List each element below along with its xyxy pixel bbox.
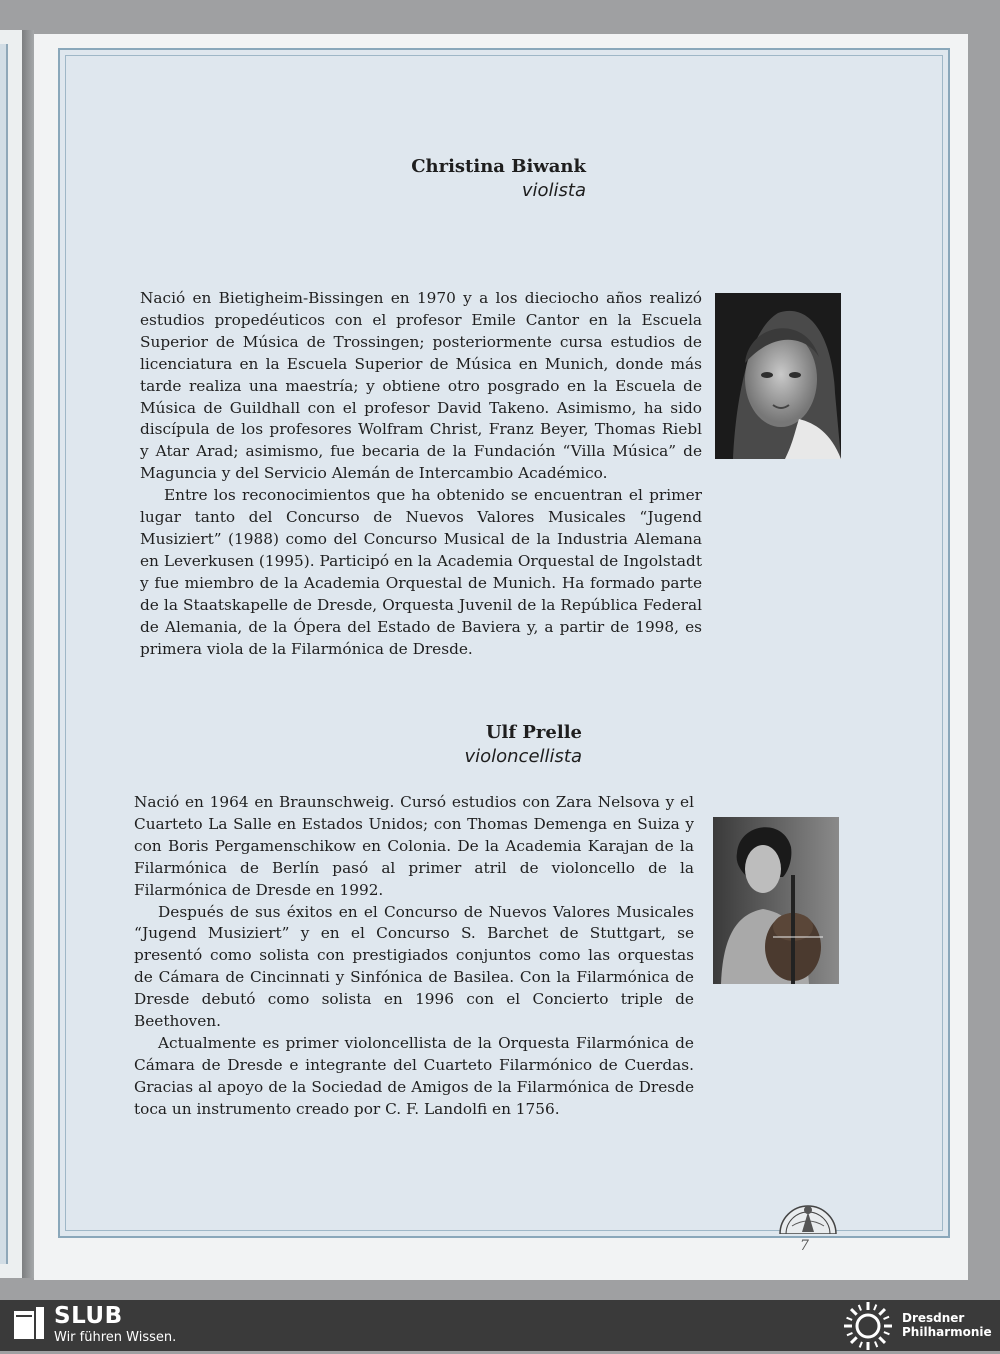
dresdner-philharmonie-logo-icon — [842, 1302, 894, 1354]
bio-paragraph: Nació en Bietigheim-Bissingen en 1970 y a los dieciocho años realizó estudios propedéuticos con el profesor Emile Cantor en la Escuela Superior de Música de Trossingen; posteriormente cursa estudios de licenciatura en la Escuela Superior de Música en Munich, donde más tarde realiza una maestría; y obtiene otro posgrado en la Escuela de Música de Guildhall con el profesor David Takeno. Asimismo, ha sido discípula de los profesores Wolfram Christ, Franz Beyer, Thomas Riebl y Atar Arad; asimismo, fue becaria de la Fundación “Villa Música” de Maguncia y del Servicio Alemán de Intercambio Académico. — [140, 289, 702, 483]
artist-name-biwank: Christina Biwank — [411, 156, 586, 177]
library-name: SLUB — [54, 1303, 123, 1329]
bio-paragraph: Después de sus éxitos en el Concurso de Nuevos Valores Musicales “Jugend Musiziert” y en el Concurso S. Barchet de Stuttgart, se presentó como solista con prestigiados conjuntos como las orquestas de Cámara de Cincinnati y Sinfónica de Basilea. Con la Filarmónica de Dresde debutó como solista en 1996 con el Concierto triple de Beethoven. — [134, 902, 694, 1031]
slub-logo-icon — [14, 1307, 44, 1345]
footer-bar — [0, 1300, 1000, 1351]
portrait-photo-biwank — [715, 293, 841, 459]
left-page-edge — [0, 30, 23, 1278]
bio-paragraph: Actualmente es primer violoncellista de la Orquesta Filarmónica de Cámara de Dresde e integrante del Cuarteto Filarmónico de Cuerdas. Gracias al apoyo de la Sociedad de Amigos de la Filarmónica de Dresde toca un instrumento creado por C. F. Landolfi en 1756. — [134, 1033, 694, 1118]
seal-emblem-icon — [778, 1192, 838, 1238]
bio-paragraph: Entre los reconocimientos que ha obtenido se encuentran el primer lugar tanto del Concurso de Nuevos Valores Musicales “Jugend Musiziert” (1988) como del Concurso Musical de la Industria Alemana en Leverkusen (1995). Participó en la Academia Orquestal de Ingolstadt y fue miembro de la Academia Orquestal de Munich. Ha formado parte de la Staatskapelle de Dresde, Orquesta Juvenil de la República Federal de Alemania, de la Ópera del Estado de Baviera y, a partir de 1998, es primera viola de la Filarmónica de Dresde. — [140, 486, 702, 658]
artist-name-prelle: Ulf Prelle — [485, 722, 582, 743]
library-tagline: Wir führen Wissen. — [54, 1330, 177, 1345]
bio-prelle — [134, 792, 694, 1121]
partner-name — [902, 1311, 992, 1339]
bio-biwank — [140, 288, 702, 660]
bio-paragraph: Nació en 1964 en Braunschweig. Cursó estudios con Zara Nelsova y el Cuarteto La Salle en Estados Unidos; con Thomas Demenga en Suiza y con Boris Pergamenschikow en Colonia. De la Academia Karajan de la Filarmónica de Berlín pasó al primer atril de violoncello de la Filarmónica de Dresde en 1992. — [134, 793, 694, 899]
page-number: 7 — [800, 1238, 809, 1254]
portrait-photo-prelle — [713, 817, 839, 984]
partner-line-1: Dresdner — [902, 1311, 965, 1325]
book-gutter — [22, 30, 34, 1278]
page-frame — [58, 48, 950, 1238]
document-page — [34, 34, 968, 1280]
partner-line-2: Philharmonie — [902, 1325, 992, 1339]
artist-role-prelle: violoncellista — [464, 746, 582, 767]
artist-role-biwank: violista — [521, 180, 586, 201]
